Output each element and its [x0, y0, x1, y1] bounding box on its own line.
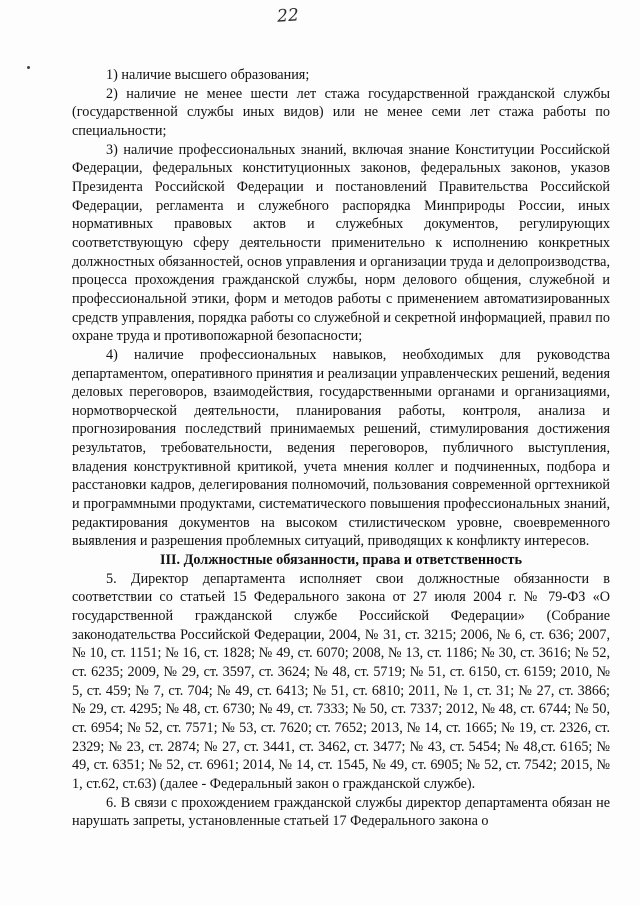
scan-mark	[27, 66, 30, 69]
document-body	[72, 66, 610, 831]
requirement-item-4: 4) наличие профессиональных навыков, необходимых для руководства департаментом, оперативного принятия и реализации управленческих решений, ведения деловых переговоров, взаимодействия, государственными органами и организациями, нормотворческой деятельности, планирования работы, контроля, анализа и прогнозирования последствий принимаемых решений, стимулирования достижения результатов, требовательности, ведения переговоров, публичного выступления, владения конструктивной критикой, учета мнения коллег и подчиненных, подбора и расстановки кадров, делегирования полномочий, пользования современной оргтехникой и программными продуктами, систематического повышения профессиональных знаний, редактирования документов на высоком стилистическом уровне, своевременного выявления и разрешения проблемных ситуаций, приводящих к конфликту интересов.	[72, 346, 610, 550]
requirement-item-3: 3) наличие профессиональных знаний, включая знание Конституции Российской Федерации, федеральных конституционных законов, федеральных законов, указов Президента Российской Федерации и постановлений Правительства Российской Федерации, регламента и служебного распорядка Минприроды России, иных нормативных правовых актов и служебных документов, регулирующих соответствующую сферу деятельности применительно к исполнению конкретных должностных обязанностей, основ управления и организации труда и делопроизводства, процесса прохождения гражданской службы, норм делового общения, служебной и профессиональной этики, форм и методов работы с применением автоматизированных средств управления, порядка работы со служебной и секретной информацией, правил по охране труда и противопожарной безопасности;	[72, 141, 610, 345]
paragraph-5: 5. Директор департамента исполняет свои должностные обязанности в соответствии со статьей 15 Федерального закона от 27 июля 2004 г. № 79-ФЗ «О государственной гражданской службе Российской Федерации» (Собрание законодательства Российской Федерации, 2004, № 31, ст. 3215; 2006, № 6, ст. 636; 2007, № 10, ст. 1151; № 16, ст. 1828; № 49, ст. 6070; 2008, № 13, ст. 1186; № 30, ст. 3616; № 52, ст. 6235; 2009, № 29, ст. 3597, ст. 3624; № 48, ст. 5719; № 51, ст. 6150, ст. 6159; 2010, № 5, ст. 459; № 7, ст. 704; № 49, ст. 6413; № 51, ст. 6810; 2011, № 1, ст. 31; № 27, ст. 3866; № 29, ст. 4295; № 48, ст. 6730; № 49, ст. 7333; № 50, ст. 7337; 2012, № 48, ст. 6744; № 50, ст. 6954; № 52, ст. 7571; № 53, ст. 7620; ст. 7652; 2013, № 14, ст. 1665; № 19, ст. 2326, ст. 2329; № 23, ст. 2874; № 27, ст. 3441, ст. 3462, ст. 3477; № 43, ст. 5454; № 48,ст. 6165; № 49, ст. 6351; № 52, ст. 6961; 2014, № 14, ст. 1545, № 49, ст. 6905; № 52, ст. 7542; 2015, № 1, ст.62, ст.63) (далее - Федеральный закон о гражданской службе).	[72, 570, 610, 792]
requirement-item-1: 1) наличие высшего образования;	[106, 67, 310, 83]
section-heading: III. Должностные обязанности, права и ответственность	[159, 552, 523, 569]
page-number: 22	[276, 5, 300, 27]
paragraph-6: 6. В связи с прохождением гражданской службы директор департамента обязан не нарушать запреты, установленные статьей 17 Федерального закона о	[72, 794, 610, 830]
requirement-item-2: 2) наличие не менее шести лет стажа государственной гражданской службы (государственной службы иных видов) или не менее семи лет стажа работы по специальности;	[72, 85, 610, 139]
